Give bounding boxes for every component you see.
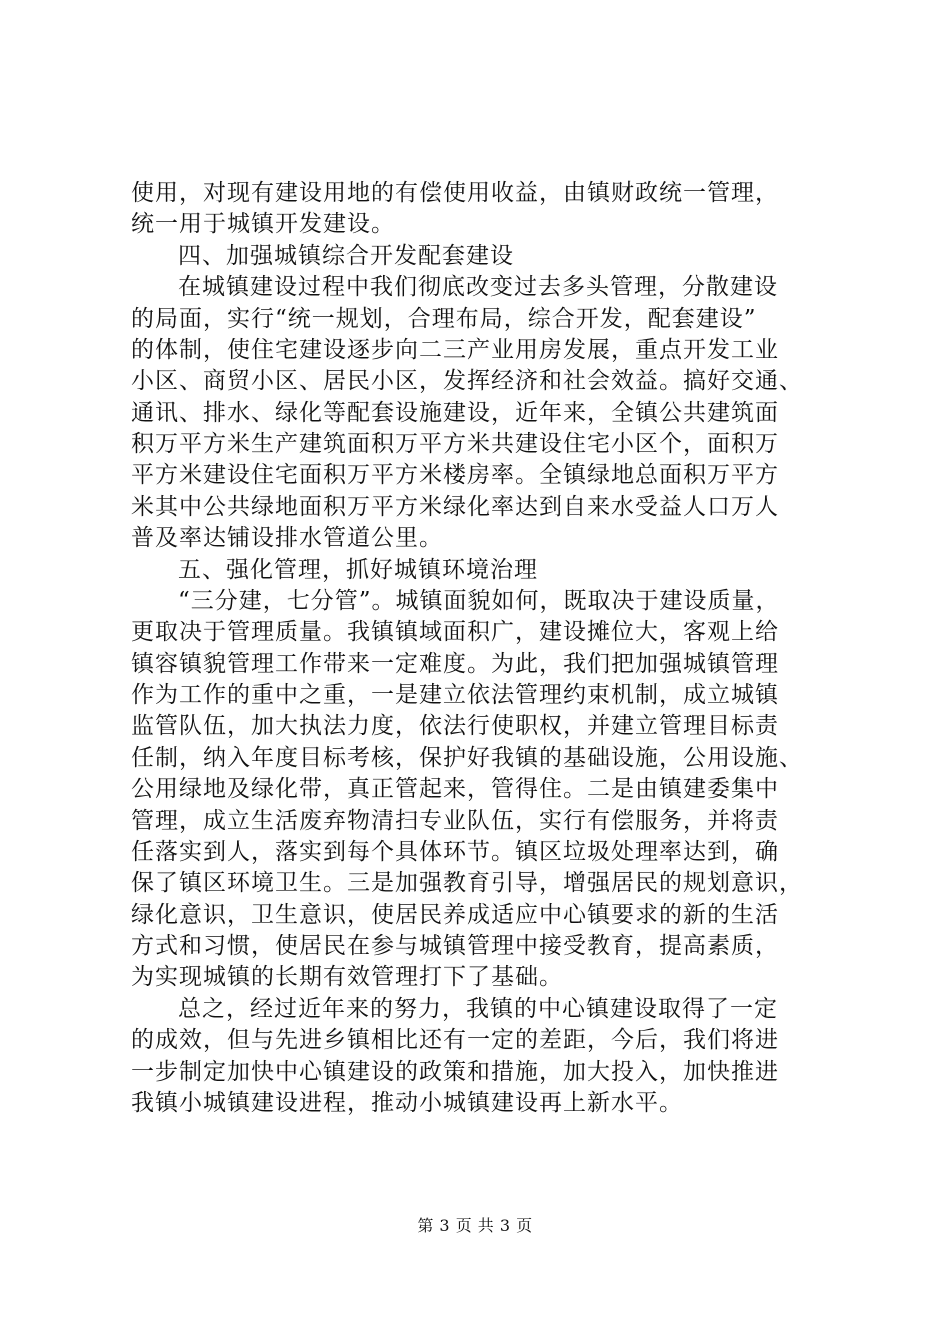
section-heading-five: 五、强化管理，抓好城镇环境治理: [178, 557, 538, 583]
body-text-line: 统一用于城镇开发建设。: [131, 211, 395, 237]
body-text-line: 在城镇建设过程中我们彻底改变过去多头管理，分散建设: [178, 274, 778, 300]
body-text-line: 我镇小城镇建设进程，推动小城镇建设再上新水平。: [131, 1090, 683, 1116]
body-text-line: 任落实到人，落实到每个具体环节。镇区垃圾处理率达到，确: [131, 839, 779, 865]
body-text-line: 通讯、排水、绿化等配套设施建设，近年来，全镇公共建筑面: [131, 400, 779, 426]
body-text-line: 方式和习惯，使居民在参与城镇管理中接受教育，提高素质，: [131, 933, 779, 959]
body-text-line: 绿化意识，卫生意识，使居民养成适应中心镇要求的新的生活: [131, 902, 779, 928]
body-text-line: 米其中公共绿地面积万平方米绿化率达到自来水受益人口万人: [131, 494, 779, 520]
page-number-footer: 第 3 页 共 3 页: [417, 1216, 533, 1235]
body-text-line: 总之，经过近年来的努力，我镇的中心镇建设取得了一定: [178, 996, 778, 1022]
body-text-line: 普及率达铺设排水管道公里。: [131, 525, 443, 551]
body-text-line: 管理，成立生活废弃物清扫专业队伍，实行有偿服务，并将责: [131, 808, 779, 834]
body-text-line: 任制，纳入年度目标考核，保护好我镇的基础设施，公用设施、: [131, 745, 803, 771]
section-heading-four: 四、加强城镇综合开发配套建设: [178, 243, 514, 269]
body-text-line: 小区、商贸小区、居民小区，发挥经济和社会效益。搞好交通、: [131, 368, 803, 394]
body-text-line: 的局面，实行“统一规划，合理布局，综合开发，配套建设”: [131, 306, 757, 332]
body-text-line: 为实现城镇的长期有效管理打下了基础。: [131, 964, 563, 990]
body-text-line: 公用绿地及绿化带，真正管起来，管得住。二是由镇建委集中: [131, 776, 779, 802]
body-text-line: 作为工作的重中之重，一是建立依法管理约束机制，成立城镇: [131, 682, 779, 708]
body-text-line: 的成效，但与先进乡镇相比还有一定的差距，今后，我们将进: [131, 1027, 779, 1053]
body-text-line: 积万平方米生产建筑面积万平方米共建设住宅小区个，面积万: [131, 431, 779, 457]
body-text-line: “三分建，七分管”。城镇面貌如何，既取决于建设质量，: [178, 588, 780, 614]
body-text-line: 保了镇区环境卫生。三是加强教育引导，增强居民的规划意识，: [131, 870, 803, 896]
body-text-line: 监管队伍，加大执法力度，依法行使职权，并建立管理目标责: [131, 713, 779, 739]
body-text-line: 一步制定加快中心镇建设的政策和措施，加大投入，加快推进: [131, 1059, 779, 1085]
body-text-line: 平方米建设住宅面积万平方米楼房率。全镇绿地总面积万平方: [131, 462, 779, 488]
body-text-line: 更取决于管理质量。我镇镇域面积广，建设摊位大，客观上给: [131, 619, 779, 645]
body-text-line: 使用，对现有建设用地的有偿使用收益，由镇财政统一管理，: [131, 180, 779, 206]
body-text-line: 镇容镇貌管理工作带来一定难度。为此，我们把加强城镇管理: [131, 651, 779, 677]
body-text-line: 的体制，使住宅建设逐步向二三产业用房发展，重点开发工业: [131, 337, 779, 363]
